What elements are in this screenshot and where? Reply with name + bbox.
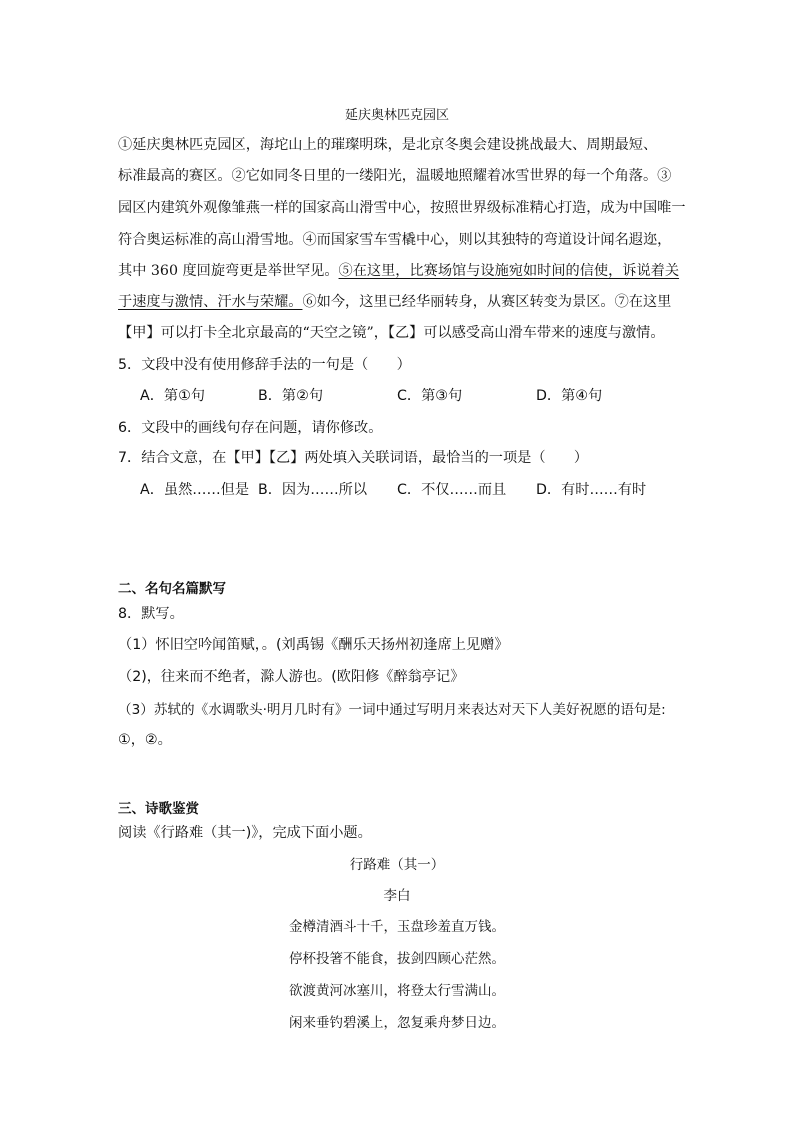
passage-line: 园区内建筑外观像雏燕一样的国家高山滑雪中心，按照世界级标准精心打造，成为中国唯一: [118, 200, 686, 216]
underlined-sentence: ⑤在这里，比赛场馆与设施宛如时间的信使，诉说着关: [338, 263, 680, 279]
q7-option-b: B．因为……所以: [258, 482, 368, 498]
passage-line: 于速度与激情、汗水与荣耀。⑥如今，这里已经华丽转身，从赛区转变为景区。⑦在这里: [118, 294, 672, 310]
passage-line: 标准最高的赛区。②它如同冬日里的一缕阳光，温暖地照耀着冰雪世界的每一个角落。③: [118, 168, 672, 184]
q5-option-d: D．第④句: [536, 388, 603, 404]
recitation-item-3-answers: ①，②。: [118, 732, 172, 748]
poem-author: 李白: [383, 888, 411, 904]
recitation-item-1: （1）怀旧空吟闻笛赋，。(刘禹锡《酬乐天扬州初逢席上见赠》: [118, 637, 509, 653]
poem-title: 行路难（其一）: [349, 857, 445, 873]
passage-line: 【甲】可以打卡全北京最高的“天空之镜”，【乙】可以感受高山滑车带来的速度与激情。: [118, 325, 665, 341]
poem-line: 金樽清酒斗十千，玉盘珍羞直万钱。: [289, 919, 505, 935]
question-5-stem: 5．文段中没有使用修辞手法的一句是（ ）: [118, 357, 411, 373]
passage-line: 符合奥运标准的高山滑雪地。④而国家雪车雪橇中心，则以其独特的弯道设计闻名遐迩，: [118, 232, 672, 248]
underlined-sentence: 于速度与激情、汗水与荣耀。: [118, 294, 303, 310]
recitation-item-3: （3）苏轼的《水调歌头·明月几时有》一词中通过写明月来表达对天下人美好祝愿的语句是:: [118, 702, 666, 718]
section-3-heading: 三、诗歌鉴赏: [118, 801, 199, 817]
passage-title: 延庆奥林匹克园区: [344, 108, 449, 123]
poem-line: 闲来垂钓碧溪上，忽复乘舟梦日边。: [289, 1015, 505, 1031]
question-6-stem: 6．文段中的画线句存在问题，请你修改。: [118, 420, 383, 436]
q7-option-a: A．虽然……但是: [140, 482, 250, 498]
section-2-heading: 二、名句名篇默写: [118, 581, 226, 597]
q5-option-a: A．第①句: [140, 388, 205, 404]
q7-option-d: D．有时……有时: [536, 482, 647, 498]
q7-option-c: C．不仅……而且: [397, 482, 507, 498]
passage-line: ①延庆奥林匹克园区，海坨山上的璀璨明珠，是北京冬奥会建设挑战最大、周期最短、: [118, 137, 658, 153]
poem-line: 停杯投箸不能食，拔剑四顾心茫然。: [289, 951, 505, 967]
q5-option-c: C．第③句: [397, 388, 463, 404]
poem-line: 欲渡黄河冰塞川，将登太行雪满山。: [289, 983, 505, 999]
recitation-item-2: （2)，往来而不绝者，滁人游也。(欧阳修《醉翁亭记》: [118, 669, 465, 685]
q5-option-b: B．第②句: [258, 388, 324, 404]
question-7-stem: 7．结合文意，在【甲】【乙】两处填入关联词语，最恰当的一项是（ ）: [118, 450, 589, 466]
poem-intro: 阅读《行路难（其一)》，完成下面小题。: [118, 825, 372, 841]
question-8-stem: 8．默写。: [118, 606, 184, 622]
passage-line: 其中 360 度回旋弯更是举世罕见。⑤在这里，比赛场馆与设施宛如时间的信使，诉说着关: [118, 263, 680, 279]
